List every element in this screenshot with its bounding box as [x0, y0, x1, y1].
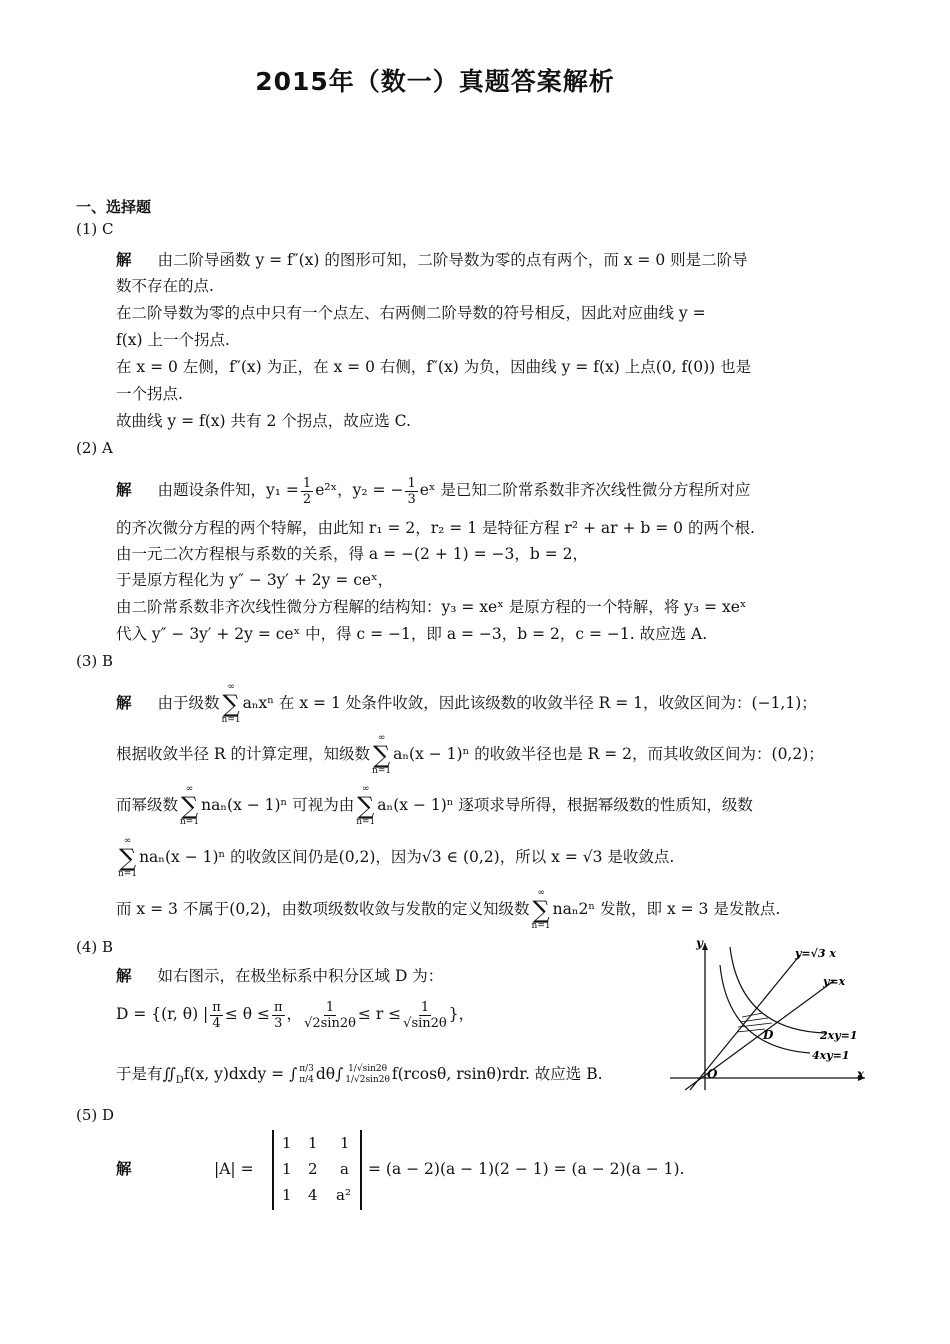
- determinant-matrix: [272, 1130, 362, 1210]
- q1-line-3: 在二阶导数为零的点中只有一个点左、右两侧二阶导数的符号相反，因此对应曲线 y =: [116, 304, 706, 322]
- q3-text-3a: 而幂级数: [116, 796, 179, 814]
- frac-num: 1: [420, 999, 430, 1015]
- matrix-cell: a: [340, 1160, 349, 1178]
- int-upper: π/3: [299, 1064, 314, 1074]
- frac-den: √sin2θ: [403, 1015, 447, 1031]
- q2-number: (2) A: [76, 439, 113, 457]
- curve-4xy-label: 4xy=1: [812, 1049, 850, 1062]
- curve-2xy-label: 2xy=1: [820, 1029, 858, 1042]
- q3-line-2: [116, 733, 824, 777]
- sum-sign: ∑: [532, 896, 550, 924]
- q3-sum-3: [180, 784, 199, 828]
- q5-number: (5) D: [76, 1106, 115, 1124]
- sum-sign: ∑: [373, 741, 391, 769]
- q1-line-4: f(x) 上一个拐点.: [116, 331, 230, 349]
- frac-den: √2sin2θ: [304, 1015, 356, 1031]
- matrix-cell: 1: [282, 1186, 292, 1204]
- q2-frac2-den: 3: [407, 491, 416, 507]
- q1-line-1: [116, 250, 748, 270]
- q3-sum-1: [222, 682, 241, 726]
- q2-text-1a: 由题设条件知，y₁ =: [157, 481, 299, 499]
- matrix-cell: a²: [336, 1186, 351, 1204]
- q1-text-1: 由二阶导函数 y = f″(x) 的图形可知，二阶导数为零的点有两个，而 x = 0 则是二阶导: [157, 251, 748, 269]
- q3-line-5: [116, 888, 780, 932]
- matrix-cell: 1: [340, 1134, 350, 1152]
- q5-jie: 解: [116, 1160, 132, 1178]
- q3-line-3: [116, 784, 753, 828]
- q4-double-integral-domain: D: [175, 1075, 184, 1087]
- section-heading: 一、选择题: [76, 198, 152, 216]
- q3-text-2b: aₙ(x − 1)ⁿ 的收敛半径也是 R = 2，而其收敛区间为：(0,2)；: [393, 745, 824, 763]
- q3-text-1a: 由于级数: [157, 694, 220, 712]
- sum-lower: n=1: [180, 817, 200, 827]
- q2-fraction-2: [405, 476, 417, 507]
- q3-number: (3) B: [76, 652, 114, 670]
- q4-text-3a: 于是有∬: [116, 1065, 176, 1083]
- frac-num: π: [212, 999, 221, 1015]
- matrix-cell: 4: [308, 1186, 318, 1204]
- q2-line-2: 的齐次微分方程的两个特解，由此知 r₁ = 2，r₂ = 1 是特征方程 r² + ar + b = 0 的两个根.: [116, 519, 755, 537]
- q3-sum-2: [372, 733, 391, 777]
- q4-int1-limits: [299, 1064, 314, 1086]
- q2-line-3: 由一元二次方程根与系数的关系，得 a = −(2 + 1) = −3，b = 2，: [116, 545, 588, 563]
- x-axis-label: x: [857, 1067, 865, 1081]
- region-d-label: D: [763, 1028, 774, 1042]
- q3-text-5b: naₙ2ⁿ 发散，即 x = 3 是发散点.: [552, 900, 781, 918]
- q4-text-2b: ≤ θ ≤: [224, 1005, 270, 1023]
- q1-line-5: 在 x = 0 左侧，f″(x) 为正，在 x = 0 右侧，f″(x) 为负，因曲线 y = f(x) 上点(0, f(0)) 也是: [116, 358, 752, 376]
- q4-text-3d: f(rcosθ, rsinθ)rdr. 故应选 B.: [391, 1065, 603, 1083]
- int-lower: π/4: [299, 1075, 314, 1085]
- sum-lower: n=1: [118, 869, 138, 879]
- q1-line-6: 一个拐点.: [116, 385, 183, 403]
- sum-lower: n=1: [356, 817, 376, 827]
- q3-text-3b: naₙ(x − 1)ⁿ 可视为由: [201, 796, 355, 814]
- sum-upper: ∞: [361, 784, 370, 794]
- line-sqrt3x-label: y=√3 x: [795, 947, 836, 960]
- q5-result: = (a − 2)(a − 1)(2 − 1) = (a − 2)(a − 1).: [368, 1160, 685, 1178]
- sum-upper: ∞: [123, 836, 132, 846]
- q1-jie-label: 解: [116, 251, 132, 269]
- q4-frac-r-low: [304, 1000, 356, 1031]
- q4-text-3c: dθ∫: [315, 1065, 344, 1083]
- q4-number: (4) B: [76, 938, 114, 956]
- q2-text-1c: eˣ 是已知二阶常系数非齐次线性微分方程所对应: [419, 481, 751, 499]
- sum-sign: ∑: [357, 792, 375, 820]
- q3-text-3c: aₙ(x − 1)ⁿ 逐项求导所得，根据幂级数的性质知，级数: [377, 796, 753, 814]
- q5-det-label: |A| =: [214, 1160, 254, 1178]
- matrix-cell: 1: [308, 1134, 318, 1152]
- frac-num: 1: [325, 999, 335, 1015]
- q4-int2-limits: [345, 1064, 390, 1086]
- matrix-cell: 1: [282, 1160, 292, 1178]
- int-lower: 1/√2sin2θ: [345, 1075, 390, 1085]
- q3-text-2a: 根据收敛半径 R 的计算定理，知级数: [116, 745, 371, 763]
- q4-text-3b: f(x, y)dxdy = ∫: [183, 1065, 298, 1083]
- q1-line-7: 故曲线 y = f(x) 共有 2 个拐点，故应选 C.: [116, 412, 411, 430]
- sum-sign: ∑: [222, 690, 240, 718]
- q2-line-4: 于是原方程化为 y″ − 3y′ + 2y = ceˣ，: [116, 571, 394, 589]
- sum-sign: ∑: [118, 844, 137, 872]
- q4-frac-r-high: [403, 1000, 447, 1031]
- q2-line-6: 代入 y″ − 3y′ + 2y = ceˣ 中，得 c = −1，即 a = −3，b = 2，c = −1. 故应选 A.: [116, 625, 708, 643]
- q3-sum-4: [356, 784, 375, 828]
- q3-sum-6: [532, 888, 551, 932]
- sum-sign: ∑: [180, 792, 199, 820]
- q3-text-1b: aₙxⁿ 在 x = 1 处条件收敛，因此该级数的收敛半径 R = 1，收敛区间为：(−1,1)；: [242, 694, 817, 712]
- q4-text-1: 如右图示，在极坐标系中积分区域 D 为：: [157, 967, 444, 985]
- frac-num: π: [274, 999, 283, 1015]
- q3-text-5a: 而 x = 3 不属于(0,2)，由数项级数收敛与发散的定义知级数: [116, 900, 530, 918]
- sum-upper: ∞: [377, 733, 386, 743]
- q2-jie-label: 解: [116, 481, 132, 499]
- q3-line-4: [116, 836, 674, 880]
- q5-jie-label: [116, 1159, 158, 1179]
- q4-line-1: [116, 966, 443, 986]
- q4-text-2a: D = {(r, θ) |: [116, 1005, 209, 1023]
- q4-line-2: D = {(r, θ) | $\frac{\pi}{4}$ ≤ θ ≤ $\frac{\pi}{3}$ ， $\frac{1}{√2\sin 2\theta}$ ≤ r ≤ $\frac{1}{√\sin 2\theta}$ }，: [116, 999, 475, 1031]
- q2-line-1: [116, 474, 750, 507]
- q2-fraction-1: [301, 476, 313, 507]
- q4-jie-label: 解: [116, 967, 132, 985]
- sum-upper: ∞: [227, 682, 235, 692]
- q1-number: (1) C: [76, 220, 114, 238]
- sum-lower: n=1: [372, 766, 392, 776]
- q3-text-4: naₙ(x − 1)ⁿ 的收敛区间仍是(0,2)，因为√3 ∈ (0,2)，所以 x = √3 是收敛点.: [139, 848, 675, 866]
- q2-text-1b: e²ˣ，y₂ = −: [315, 481, 404, 499]
- polar-region-figure: [660, 935, 875, 1095]
- matrix-cell: 1: [282, 1134, 292, 1152]
- q4-text-2c: ≤ r ≤: [357, 1005, 402, 1023]
- sum-lower: n=1: [531, 921, 551, 931]
- q4-text-2d: }，: [448, 1005, 475, 1023]
- q2-frac1-num: 1: [302, 475, 312, 491]
- origin-label: O: [707, 1067, 718, 1081]
- sum-upper: ∞: [537, 888, 545, 898]
- q2-frac1-den: 2: [302, 491, 312, 507]
- q3-line-1: [116, 682, 817, 726]
- q4-frac-pi4: [210, 1000, 223, 1031]
- frac-den: 3: [274, 1015, 283, 1031]
- q4-line-3: [116, 1054, 603, 1101]
- sum-lower: n=1: [221, 715, 241, 725]
- frac-den: 4: [212, 1015, 221, 1031]
- int-upper: 1/√sin2θ: [348, 1064, 388, 1074]
- line-y-x-label: y=x: [823, 975, 846, 988]
- q3-sum-5: [118, 836, 137, 880]
- sum-upper: ∞: [185, 784, 194, 794]
- q3-jie-label: 解: [116, 694, 132, 712]
- matrix-cell: 2: [308, 1160, 318, 1178]
- q1-line-2: 数不存在的点.: [116, 277, 214, 295]
- q2-frac2-num: 1: [407, 475, 416, 491]
- q2-line-5: 由二阶常系数非齐次线性微分方程解的结构知：y₃ = xeˣ 是原方程的一个特解，将 y₃ = xeˣ: [116, 598, 747, 616]
- y-axis-label: y: [696, 936, 703, 950]
- q4-frac-pi3: [272, 1000, 285, 1031]
- page-title: 2015年（数一）真题答案解析: [255, 67, 615, 96]
